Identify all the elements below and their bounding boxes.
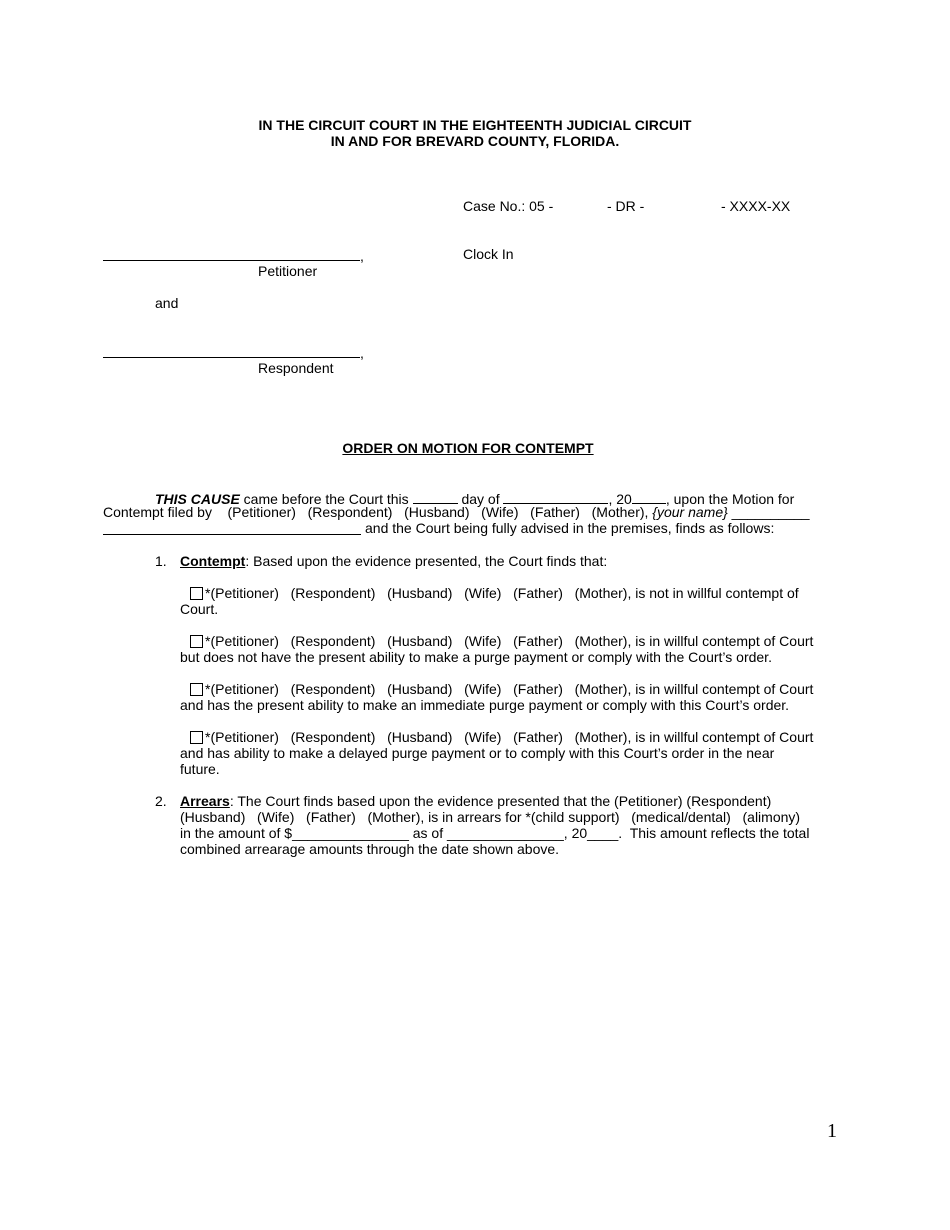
month-blank[interactable] (503, 489, 608, 504)
intro-line2-text: Contempt filed by (Petitioner) (Respondent) (Husband) (Wife) (Father) (Mother), (103, 504, 653, 520)
respondent-name-line[interactable] (103, 357, 360, 358)
case-suffix-label: - XXXX-XX (721, 198, 791, 214)
item2-line4: combined arrearage amounts through the date shown above. (180, 841, 560, 857)
option4-line2: and has ability to make a delayed purge payment or to comply with this Court’s order in the near (180, 745, 775, 761)
option3-line1: *(Petitioner) (Respondent) (Husband) (Wife) (Father) (Mother), is in willful contempt of Court (205, 681, 814, 697)
page-number: 1 (827, 1120, 837, 1142)
arrears-heading: Arrears (180, 793, 230, 809)
item2-line1 (180, 793, 771, 809)
and-label: and (155, 295, 179, 311)
intro-line3: and the Court being fully advised in the premises, finds as follows: (365, 520, 775, 536)
item1-heading-line (180, 553, 607, 569)
arrears-line1-text: : The Court finds based upon the evidence presented that the (Petitioner) (Respondent) (229, 793, 772, 809)
contempt-heading: Contempt (180, 553, 246, 569)
court-header-line2: IN AND FOR BREVARD COUNTY, FLORIDA. (330, 133, 620, 149)
case-number-label: Case No.: 05 - (463, 198, 554, 214)
option3-line2: and has the present ability to make an immediate purge payment or comply with this Court’s order. (180, 697, 790, 713)
intro-text-4: , upon the Motion for (665, 491, 795, 507)
option2-checkbox[interactable] (190, 635, 203, 648)
petitioner-name-line[interactable] (103, 260, 360, 261)
item2-line2: (Husband) (Wife) (Father) (Mother), is in arrears for *(child support) (medical/dental) (alimony) (180, 809, 801, 825)
intro-line2-tail: __________ (727, 504, 810, 520)
petitioner-label: Petitioner (258, 263, 318, 279)
contempt-intro-text: : Based upon the evidence presented, the Court finds that: (245, 553, 608, 569)
day-blank[interactable] (413, 489, 458, 504)
intro-text-3: , 20 (608, 491, 632, 507)
order-title: ORDER ON MOTION FOR CONTEMPT (342, 440, 594, 456)
option3-checkbox[interactable] (190, 683, 203, 696)
your-name-label: {your name} (652, 504, 728, 520)
option2-line2: but does not have the present ability to make a purge payment or comply with the Court’s order. (180, 649, 772, 665)
option1-line1: *(Petitioner) (Respondent) (Husband) (Wife) (Father) (Mother), is not in willful contempt of (205, 585, 799, 601)
case-dr-label: - DR - (607, 198, 645, 214)
option4-line3: future. (180, 761, 220, 777)
clock-in-label: Clock In (463, 246, 514, 262)
filer-name-line[interactable] (103, 534, 361, 535)
option1-line2: Court. (180, 601, 219, 617)
petitioner-comma: , (360, 248, 364, 264)
this-cause-lead: THIS CAUSE (155, 491, 240, 507)
option1-checkbox[interactable] (190, 587, 203, 600)
item1-number: 1. (155, 553, 167, 569)
intro-text-2: day of (457, 491, 504, 507)
court-header-line1: IN THE CIRCUIT COURT IN THE EIGHTEENTH JUDICIAL CIRCUIT (258, 117, 692, 133)
item2-number: 2. (155, 793, 167, 809)
respondent-label: Respondent (258, 360, 334, 376)
option4-checkbox[interactable] (190, 731, 203, 744)
intro-text-1: came before the Court this (239, 491, 413, 507)
option4-line1: *(Petitioner) (Respondent) (Husband) (Wife) (Father) (Mother), is in willful contempt of Court (205, 729, 814, 745)
year-blank[interactable] (632, 489, 666, 504)
option2-line1: *(Petitioner) (Respondent) (Husband) (Wife) (Father) (Mother), is in willful contempt of Court (205, 633, 814, 649)
respondent-comma: , (360, 345, 364, 361)
intro-line2 (103, 504, 810, 520)
item2-line3: in the amount of $_______________ as of _______________, 20____. This amount reflects the total (180, 825, 810, 841)
